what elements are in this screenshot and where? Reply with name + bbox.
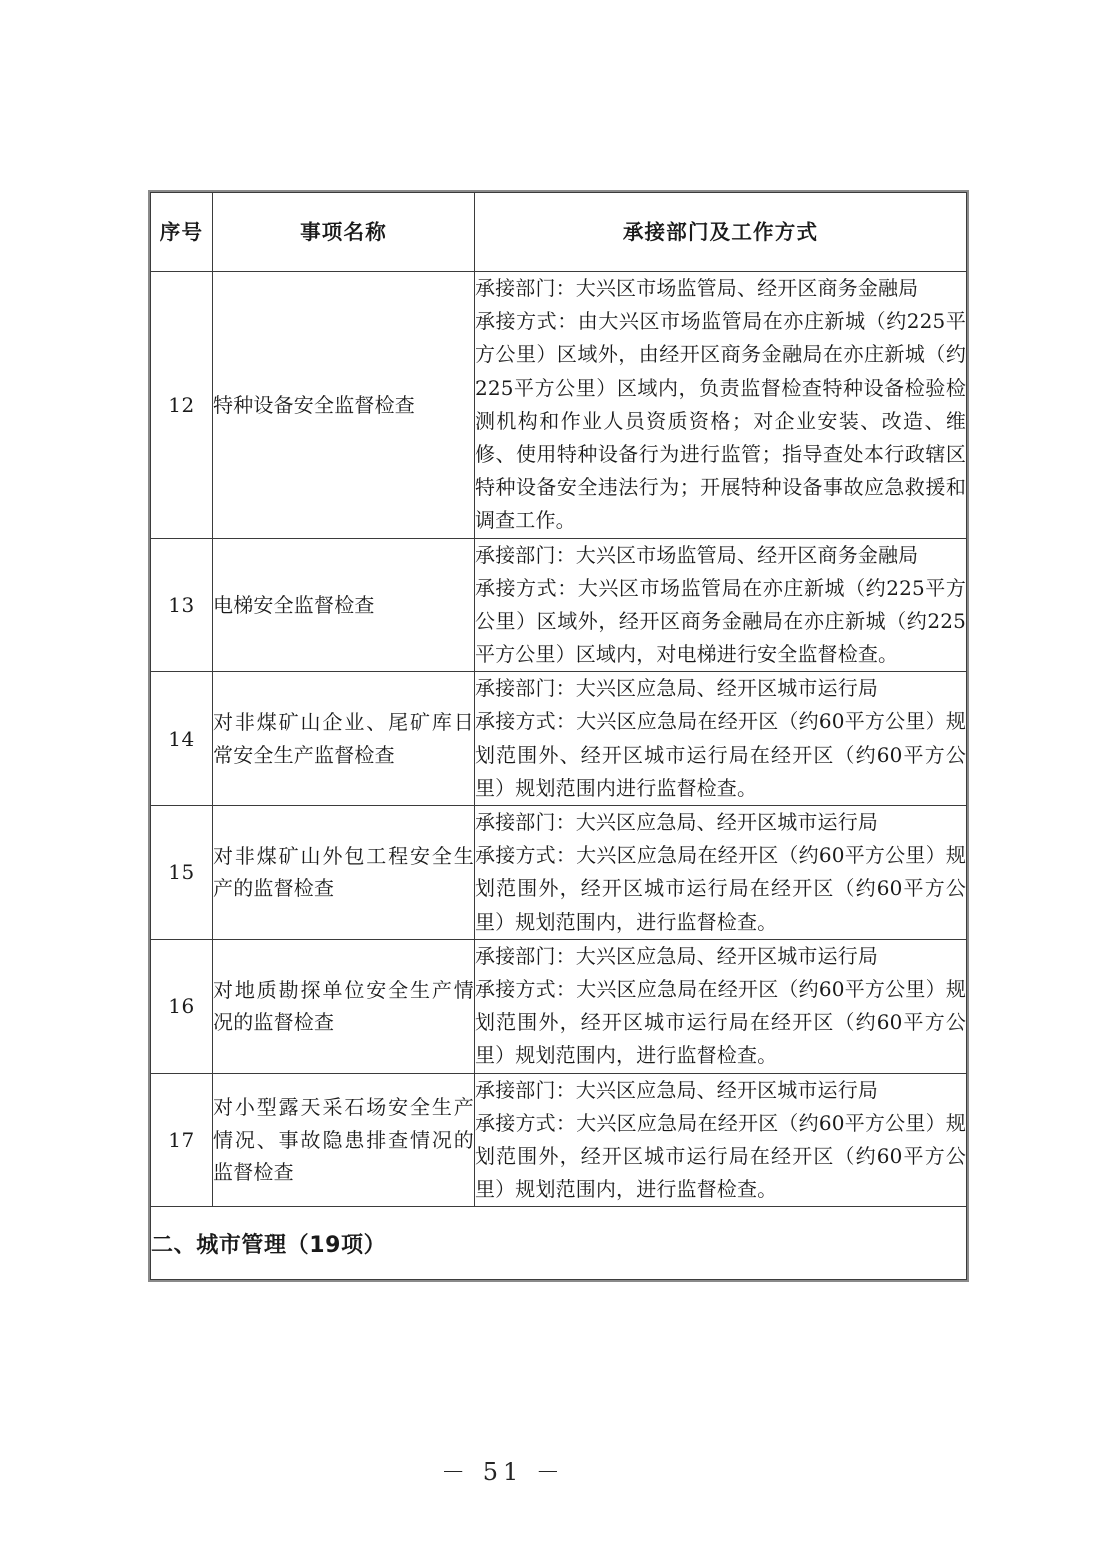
row-description-cell xyxy=(475,939,967,1073)
row-description-line: 承接方式：大兴区应急局在经开区（约60平方公里）规划范围外，经开区城市运行局在经开区（约60平方公里）规划范围内，进行监督检查。 xyxy=(475,976,966,1068)
row-description-line: 承接部门：大兴区市场监管局、经开区商务金融局 xyxy=(475,542,919,567)
row-name-value: 电梯安全监督检查 xyxy=(213,592,375,617)
table-header-description-cell xyxy=(475,193,967,272)
row-name-cell xyxy=(213,538,475,672)
table-header-index-label: 序号 xyxy=(159,219,204,244)
table-row xyxy=(151,538,967,672)
row-description-cell xyxy=(475,1073,967,1207)
row-index-cell xyxy=(151,1073,213,1207)
row-description-line: 承接部门：大兴区应急局、经开区城市运行局 xyxy=(475,676,878,701)
row-index-value: 16 xyxy=(168,994,195,1019)
row-description-cell xyxy=(475,272,967,539)
row-description-line: 承接方式：由大兴区市场监管局在亦庄新城（约225平方公里）区域外，由经开区商务金融局在亦庄新城（约225平方公里）区域内，负责监督检查特种设备检验检测机构和作业人员资质资格；对企业安装、改造、维修、使用特种设备行为进行监管；指导查处本行政辖区特种设备安全违法行为；开展特种设备事故应急救援和调查工作。 xyxy=(475,309,966,533)
row-description-line: 承接方式：大兴区市场监管局在亦庄新城（约225平方公里）区域外，经开区商务金融局在亦庄新城（约225平方公里）区域内，对电梯进行安全监督检查。 xyxy=(475,575,966,667)
table-section-row xyxy=(151,1207,967,1280)
row-description-line: 承接部门：大兴区应急局、经开区城市运行局 xyxy=(475,943,878,968)
row-name-value: 对小型露天采石场安全生产情况、事故隐患排查情况的监督检查 xyxy=(213,1095,474,1185)
row-description-line: 承接部门：大兴区应急局、经开区城市运行局 xyxy=(475,810,878,834)
row-description-value xyxy=(475,1074,966,1207)
row-description-line: 承接部门：大兴区应急局、经开区城市运行局 xyxy=(475,1077,878,1102)
row-index-value: 14 xyxy=(168,726,195,751)
row-description-line: 承接方式：大兴区应急局在经开区（约60平方公里）规划范围外、经开区城市运行局在经开区（约60平方公里）规划范围内进行监督检查。 xyxy=(475,709,966,800)
row-description-line: 承接方式：大兴区应急局在经开区（约60平方公里）规划范围外，经开区城市运行局在经开区（约60平方公里）规划范围内，进行监督检查。 xyxy=(475,1110,966,1202)
row-description-cell xyxy=(475,806,967,940)
table-row xyxy=(151,806,967,940)
table-header-description-label: 承接部门及工作方式 xyxy=(622,219,819,244)
row-name-cell xyxy=(213,272,475,539)
row-name-cell xyxy=(213,806,475,940)
row-name-cell xyxy=(213,1073,475,1207)
row-description-value xyxy=(475,806,966,939)
row-index-value: 15 xyxy=(168,860,195,885)
page-number-label: － 51 － xyxy=(441,1458,565,1486)
row-index-value: 12 xyxy=(168,392,195,417)
row-name-value: 对地质勘探单位安全生产情况的监督检查 xyxy=(213,977,474,1035)
responsibility-table-container xyxy=(150,192,966,1280)
row-index-cell xyxy=(151,939,213,1073)
table-header-name-cell xyxy=(213,193,475,272)
row-index-cell xyxy=(151,672,213,806)
row-name-value: 对非煤矿山企业、尾矿库日常安全生产监督检查 xyxy=(213,710,474,767)
row-name-value: 对非煤矿山外包工程安全生产的监督检查 xyxy=(213,843,474,901)
row-description-line: 承接部门：大兴区市场监管局、经开区商务金融局 xyxy=(475,276,919,300)
row-description-value xyxy=(475,539,966,672)
row-index-cell xyxy=(151,272,213,539)
table-header-index-cell xyxy=(151,193,213,272)
row-description-value xyxy=(475,672,966,805)
row-description-value xyxy=(475,272,966,538)
table-row xyxy=(151,1073,967,1207)
table-header-name-label: 事项名称 xyxy=(300,219,387,244)
responsibility-table xyxy=(150,192,967,1280)
section-heading-cell xyxy=(151,1207,967,1280)
row-index-value: 13 xyxy=(168,592,195,617)
row-index-value: 17 xyxy=(168,1127,195,1152)
row-name-cell xyxy=(213,672,475,806)
table-header-row xyxy=(151,193,967,272)
row-index-cell xyxy=(151,538,213,672)
row-description-cell xyxy=(475,672,967,806)
row-name-cell xyxy=(213,939,475,1073)
row-name-value: 特种设备安全监督检查 xyxy=(213,392,415,417)
row-index-cell xyxy=(151,806,213,940)
row-description-line: 承接方式：大兴区应急局在经开区（约60平方公里）规划范围外，经开区城市运行局在经开区（约60平方公里）规划范围内，进行监督检查。 xyxy=(475,843,966,934)
table-row xyxy=(151,939,967,1073)
table-row xyxy=(151,672,967,806)
table-row xyxy=(151,272,967,539)
page-footer xyxy=(0,1452,1102,1487)
section-heading-label: 二、城市管理（19项） xyxy=(151,1232,387,1258)
row-description-value xyxy=(475,940,966,1073)
row-description-cell xyxy=(475,538,967,672)
